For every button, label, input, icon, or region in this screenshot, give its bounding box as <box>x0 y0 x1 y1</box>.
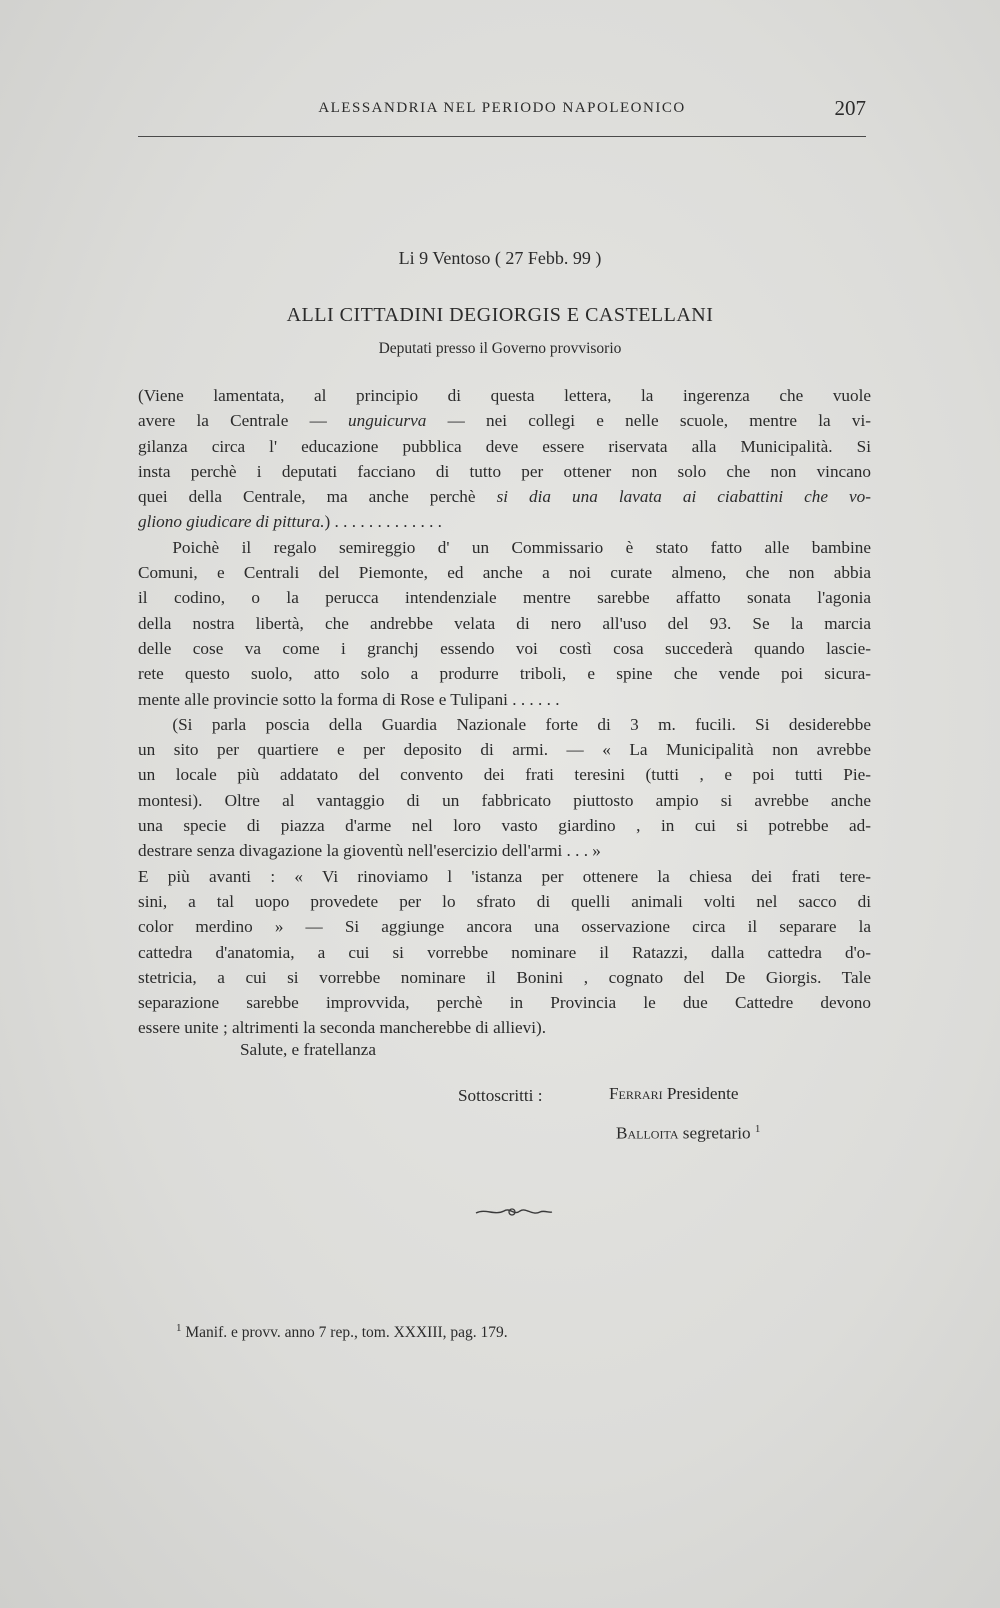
footnote-text: Manif. e provv. anno 7 rep., tom. XXXIII, pag. 179. <box>185 1324 508 1342</box>
body-text-run: stetricia, a cui si vorrebbe nominare il Bonini , cognato del De Giorgis. Tale <box>138 967 871 987</box>
body-line <box>138 459 871 484</box>
body-line <box>138 737 871 762</box>
body-text-run: mente alle provincie sotto la forma di Rose e Tulipani . . . . . . <box>138 689 560 709</box>
page-number: 207 <box>834 96 866 120</box>
body-line <box>138 560 871 585</box>
body-line <box>138 535 871 560</box>
body-text-run: quei della Centrale, ma anche perchè <box>138 487 497 507</box>
president-name: Ferrari <box>609 1084 663 1103</box>
signature-president <box>609 1084 738 1104</box>
header-rule <box>138 136 866 137</box>
body-line <box>138 940 871 965</box>
body-line <box>138 712 871 737</box>
body-line <box>138 914 871 939</box>
page-header <box>138 94 866 124</box>
body-line <box>138 788 871 813</box>
signature-secretary <box>616 1123 760 1144</box>
body-text-run: cattedra d'anatomia, a cui si vorrebbe nominare il Ratazzi, dalla cattedra d'o- <box>138 942 871 962</box>
ornament-icon <box>474 1204 554 1220</box>
body-text-run: delle cose va come i granchj essendo voi costì cosa succederà quando lascie- <box>138 638 871 658</box>
body-text-run: sini, a tal uopo provedete per lo sfrato di quelli animali volti nel sacco di <box>138 891 871 911</box>
body-line <box>138 661 871 686</box>
body-text-run: color merdino » — Si aggiunge ancora una osservazione circa il separare la <box>138 917 871 937</box>
body-line <box>138 434 871 459</box>
footnote-mark: 1 <box>176 1322 182 1334</box>
body-line <box>138 408 871 433</box>
body-text-run: separazione sarebbe improvvida, perchè in Provincia le due Cattedre devono <box>138 993 871 1013</box>
body-text-run: (Viene lamentata, al principio di questa lettera, la ingerenza che vuole <box>138 386 871 405</box>
body-line <box>138 889 871 914</box>
body-text-run: Poichè il regalo semireggio d' un Commissario è stato fatto alle bambine <box>138 537 871 557</box>
body-line <box>138 990 871 1015</box>
body-line <box>138 585 871 610</box>
body-line <box>138 762 871 787</box>
body-line <box>138 509 871 534</box>
body-text-run: montesi). Oltre al vantaggio di un fabbricato piuttosto ampio si avrebbe anche <box>138 790 871 810</box>
body-line <box>138 687 871 712</box>
body-line <box>138 611 871 636</box>
body-text-run: (Si parla poscia della Guardia Nazionale forte di 3 m. fucili. Si desiderebbe <box>138 714 871 734</box>
salutation: Salute, e fratellanza <box>240 1040 376 1059</box>
body-text-run: — nei collegi e nelle scuole, mentre la vi- <box>426 411 871 431</box>
italic-text-run: si dia una lavata ai ciabattini che vo- <box>496 487 871 507</box>
body-text-run: destrare senza divagazione la gioventù nell'esercizio dell'armi . . . » <box>138 841 601 861</box>
body-text-run: avere la Centrale — <box>138 411 349 431</box>
body-text-run: un locale più addatato del convento dei frati teresini (tutti , e poi tutti Pie- <box>138 765 871 785</box>
body-text-run: essere unite ; altrimenti la seconda mancherebbe di allievi). <box>138 1018 547 1038</box>
body-line <box>138 813 871 838</box>
body-text-run: ) . . . . . . . . . . . . . <box>324 512 442 532</box>
footnote <box>176 1322 508 1342</box>
body-line <box>138 383 871 408</box>
italic-text-run: gliono giudicare di pittura. <box>138 512 325 532</box>
body-line <box>138 864 871 889</box>
letter-subtitle: Deputati presso il Governo provvisorio <box>378 340 622 357</box>
body-line <box>138 636 871 661</box>
body-text-run: E più avanti : « Vi rinoviamo l 'istanza per ottenere la chiesa dei frati tere- <box>138 866 871 886</box>
secretary-name: Balloita <box>616 1123 679 1143</box>
body-text-run: insta perchè i deputati facciano di tutto per ottener non solo che non vincano <box>138 461 871 481</box>
body-text-run: un sito per quartiere e per deposito di armi. — « La Municipalità non avrebbe <box>138 740 871 760</box>
letter-title: ALLI CITTADINI DEGIORGIS E CASTELLANI <box>286 304 714 326</box>
italic-text-run: unguicurva <box>348 411 427 431</box>
secretary-role: segretario <box>682 1123 751 1143</box>
footnote-reference: 1 <box>754 1123 761 1135</box>
signed-label: Sottoscritti : <box>458 1086 543 1105</box>
body-text-run: una specie di piazza d'arme nel loro vasto giardino , in cui si potrebbe ad- <box>138 816 871 836</box>
body-line <box>138 1015 871 1040</box>
running-head: ALESSANDRIA NEL PERIODO NAPOLEONICO <box>318 100 686 116</box>
body-text-run: gilanza circa l' educazione pubblica deve essere riservata alla Municipalità. Si <box>138 436 871 456</box>
letter-body <box>138 383 871 1041</box>
president-role: Presidente <box>666 1084 739 1103</box>
body-line <box>138 838 871 863</box>
body-text-run: il codino, o la perucca intendenziale mentre sarebbe affatto sonata l'agonia <box>138 588 871 608</box>
body-text-run: Comuni, e Centrali del Piemonte, ed anche a noi curate almeno, che non abbia <box>138 563 871 583</box>
body-text-run: rete questo suolo, atto solo a produrre triboli, e spine che vende poi sicura- <box>138 664 871 684</box>
body-text-run: della nostra libertà, che andrebbe velata di nero all'uso del 93. Se la marcia <box>138 613 871 633</box>
body-line <box>138 965 871 990</box>
letter-date: Li 9 Ventoso ( 27 Febb. 99 ) <box>398 248 602 268</box>
body-line <box>138 484 871 509</box>
